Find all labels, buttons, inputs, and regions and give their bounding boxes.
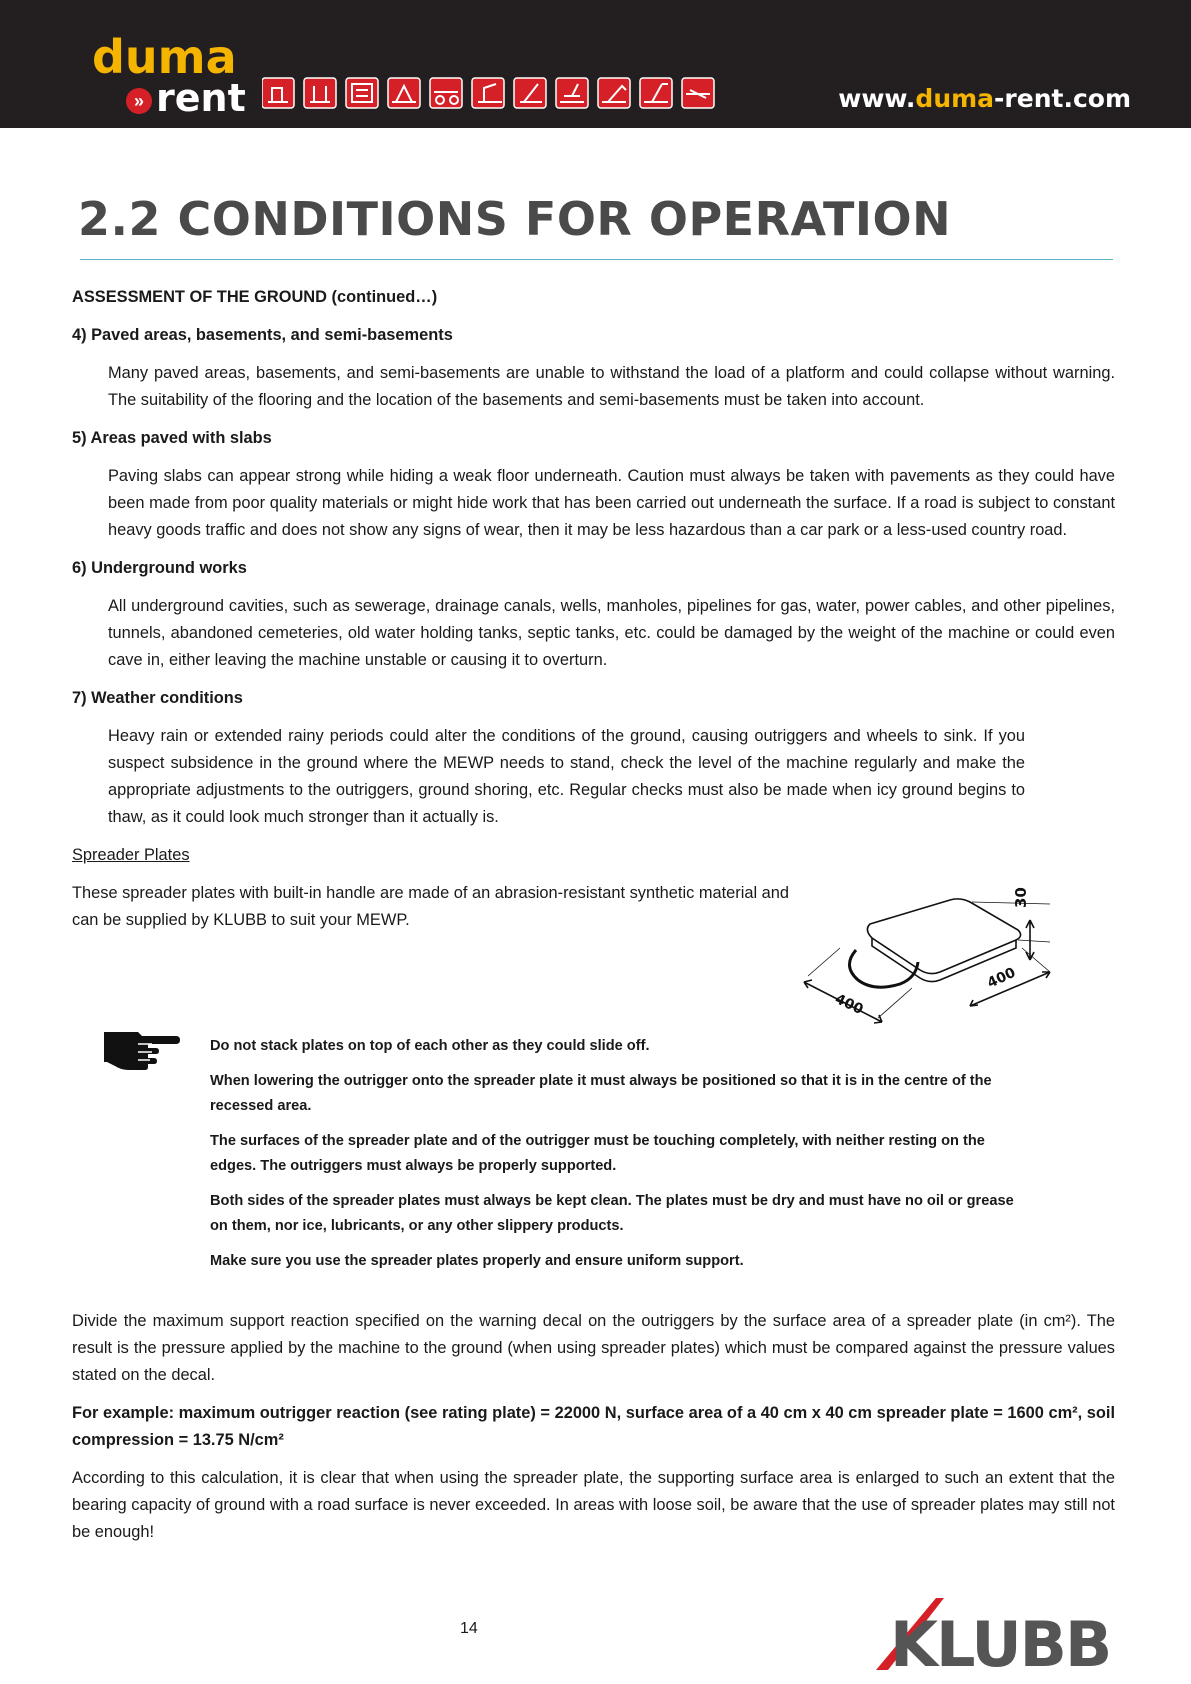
machine-icon (262, 78, 294, 108)
caution-notes (210, 1034, 1030, 1284)
dimension-height-label: 30 (1012, 887, 1030, 908)
calculation-section (72, 1308, 1115, 1557)
caution-note: Both sides of the spreader plates must always be kept clean. The plates must be dry and must have no oil or grease on them, nor ice, lubricants, or any other slippery products. (210, 1193, 1014, 1234)
page-header (0, 0, 1191, 128)
subsection-body: Paving slabs can appear strong while hiding a weak floor underneath. Caution must always be taken with pavements as they could have been made from poor quality materials or might hide work that has been carried out underneath the surface. If a road is subject to constant heavy goods traffic and does not show any signs of wear, then it may be less hazardous than a car park or a less-used country road. (108, 467, 1115, 539)
pointing-hand-icon (102, 1028, 182, 1070)
duma-logo-top: duma (92, 30, 237, 84)
dimension-width-left-label: 400 (832, 991, 866, 1018)
subsection-heading: 5) Areas paved with slabs (72, 429, 272, 447)
machine-icon-strip (262, 76, 722, 110)
title-divider (80, 259, 1113, 260)
calculation-conclusion: According to this calculation, it is clear that when using the spreader plate, the supporting surface area is enlarged to such an extent that the bearing capacity of ground with a road surface is never exceeded. In areas with loose soil, be aware that the use of spreader plates may still not be enough! (72, 1469, 1115, 1541)
subsection-heading: 7) Weather conditions (72, 689, 243, 707)
machine-icon (304, 78, 336, 108)
calculation-example: For example: maximum outrigger reaction (see rating plate) = 22000 N, surface area of a 40 cm x 40 cm spreader plate = 1600 cm², soil compression = 13.75 N/cm² (72, 1404, 1115, 1449)
section-heading: ASSESSMENT OF THE GROUND (continued…) (72, 288, 438, 306)
subsection-body: All underground cavities, such as sewerage, drainage canals, wells, manholes, pipelines for gas, water, power cables, and other pipelines, tunnels, abandoned cemeteries, old water holding tanks, septic tanks, etc. could be damaged by the weight of the machine or could even cave in, either leaving the machine unstable or causing it to overturn. (108, 597, 1115, 669)
subsection-body: Many paved areas, basements, and semi-basements are unable to withstand the load of a platform and could collapse without warning. The suitability of the flooring and the location of the basements and semi-basements must be taken into account. (108, 364, 1115, 409)
machine-icon (556, 78, 588, 108)
spreader-plates-body: These spreader plates with built-in handle are made of an abrasion-resistant synthetic material and can be supplied by KLUBB to suit your MEWP. (72, 884, 790, 929)
plate-top-face (867, 899, 1020, 974)
calculation-paragraph: Divide the maximum support reaction specified on the warning decal on the outriggers by the surface area of a spreader plate (in cm²). The result is the pressure applied by the machine to the ground (when using spreader plates) which must be compared against the pressure values stated on the decal. (72, 1312, 1115, 1384)
caution-note: The surfaces of the spreader plate and of the outrigger must be touching completely, with neither resting on the edges. The outriggers must always be properly supported. (210, 1133, 985, 1174)
klubb-logo (872, 1596, 1122, 1672)
caution-note: Make sure you use the spreader plates properly and ensure uniform support. (210, 1253, 744, 1269)
machine-icon (346, 78, 378, 108)
spreader-plates-heading: Spreader Plates (72, 846, 190, 864)
page-number: 14 (460, 1620, 478, 1637)
subsection-body: Heavy rain or extended rainy periods could alter the conditions of the ground, causing outriggers and wheels to sink. If you suspect subsidence in the ground where the MEWP needs to stand, check the level of the machine regularly and make the appropriate adjustments to the outriggers, ground shoring, etc. Regular checks must also be made when icy ground begins to thaw, as it could look much stronger than it actually is. (108, 727, 1025, 826)
klubb-logo-text: KLUBB (890, 1608, 1111, 1672)
caution-note: When lowering the outrigger onto the spreader plate it must always be positioned so that it is in the centre of the recessed area. (210, 1073, 992, 1114)
subsection-heading: 6) Underground works (72, 559, 247, 577)
plate-handle (849, 950, 918, 987)
page-title: 2.2 CONDITIONS FOR OPERATION (78, 192, 952, 246)
duma-logo-arrows: » (126, 88, 152, 114)
machine-icon (472, 78, 504, 108)
duma-logo-bottom: rent (156, 76, 246, 120)
main-content (72, 284, 1115, 934)
machine-icon (388, 78, 420, 108)
subsection-heading: 4) Paved areas, basements, and semi-basements (72, 326, 453, 344)
dimension-width-right-label: 400 (984, 964, 1019, 992)
machine-icon (598, 78, 630, 108)
caution-note: Do not stack plates on top of each other as they could slide off. (210, 1038, 650, 1054)
spreader-plate-diagram (800, 880, 1080, 1030)
website-url[interactable]: www.duma-rent.com (838, 84, 1131, 113)
